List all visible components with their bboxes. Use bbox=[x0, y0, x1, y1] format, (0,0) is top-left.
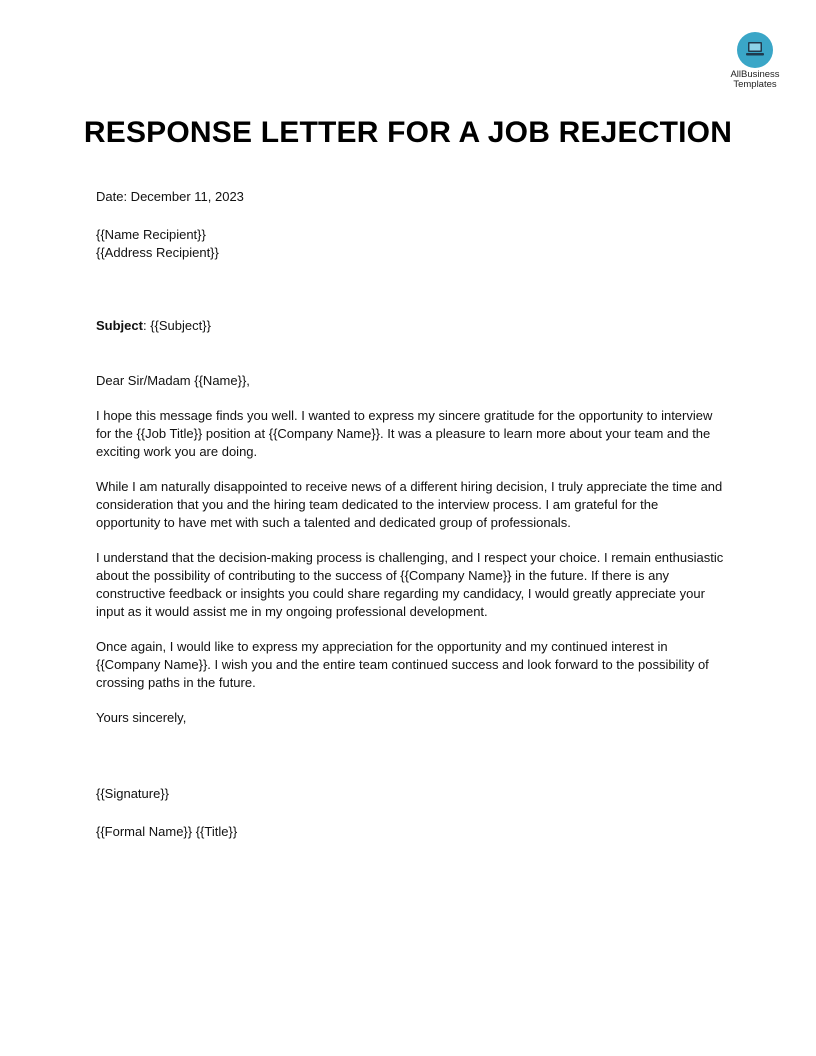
closing: Yours sincerely, bbox=[96, 710, 187, 725]
paragraph-1: I hope this message finds you well. I wanted to express my sincere gratitude for the opportunity to interview for the {{Job Title}} position at {{Company Name}}. It was a pleasure to learn more about your team and the exciting work you are doing. bbox=[96, 408, 713, 459]
salutation: Dear Sir/Madam {{Name}}, bbox=[96, 373, 250, 388]
logo-text bbox=[722, 70, 788, 90]
letter-date: Date: December 11, 2023 bbox=[96, 189, 244, 204]
subject-label: Subject bbox=[96, 318, 143, 333]
paragraph-3: I understand that the decision-making process is challenging, and I respect your choice. I remain enthusiastic about the possibility of contributing to the success of {{Company Name}} in the future. If there is any constructive feedback or insights you could share regarding my candidacy, I would greatly appreciate your input as it would assist me in my ongoing professional development. bbox=[96, 550, 724, 619]
document-title: RESPONSE LETTER FOR A JOB REJECTION bbox=[83, 116, 733, 149]
subject-value: : {{Subject}} bbox=[142, 318, 211, 333]
letter-body bbox=[96, 188, 724, 841]
paragraph-2: While I am naturally disappointed to receive news of a different hiring decision, I truly appreciate the time and consideration that you and the hiring team dedicated to the interview process. I am grateful for the opportunity to have met with such a talented and dedicated group of professionals. bbox=[96, 479, 723, 530]
signature-placeholder: {{Signature}} bbox=[96, 786, 170, 801]
logo-line2: Templates bbox=[733, 79, 777, 90]
recipient-address: {{Address Recipient}} bbox=[96, 245, 219, 260]
logo-line1: AllBusiness bbox=[730, 69, 780, 80]
recipient-name: {{Name Recipient}} bbox=[96, 227, 206, 242]
laptop-icon bbox=[737, 32, 773, 68]
paragraph-4: Once again, I would like to express my appreciation for the opportunity and my continued interest in {{Company Name}}. I wish you and the entire team continued success and look forward to the possibility of crossing paths in the future. bbox=[96, 639, 709, 690]
company-logo bbox=[722, 32, 788, 90]
formal-name: {{Formal Name}} {{Title}} bbox=[96, 824, 238, 839]
subject-line bbox=[96, 317, 724, 335]
